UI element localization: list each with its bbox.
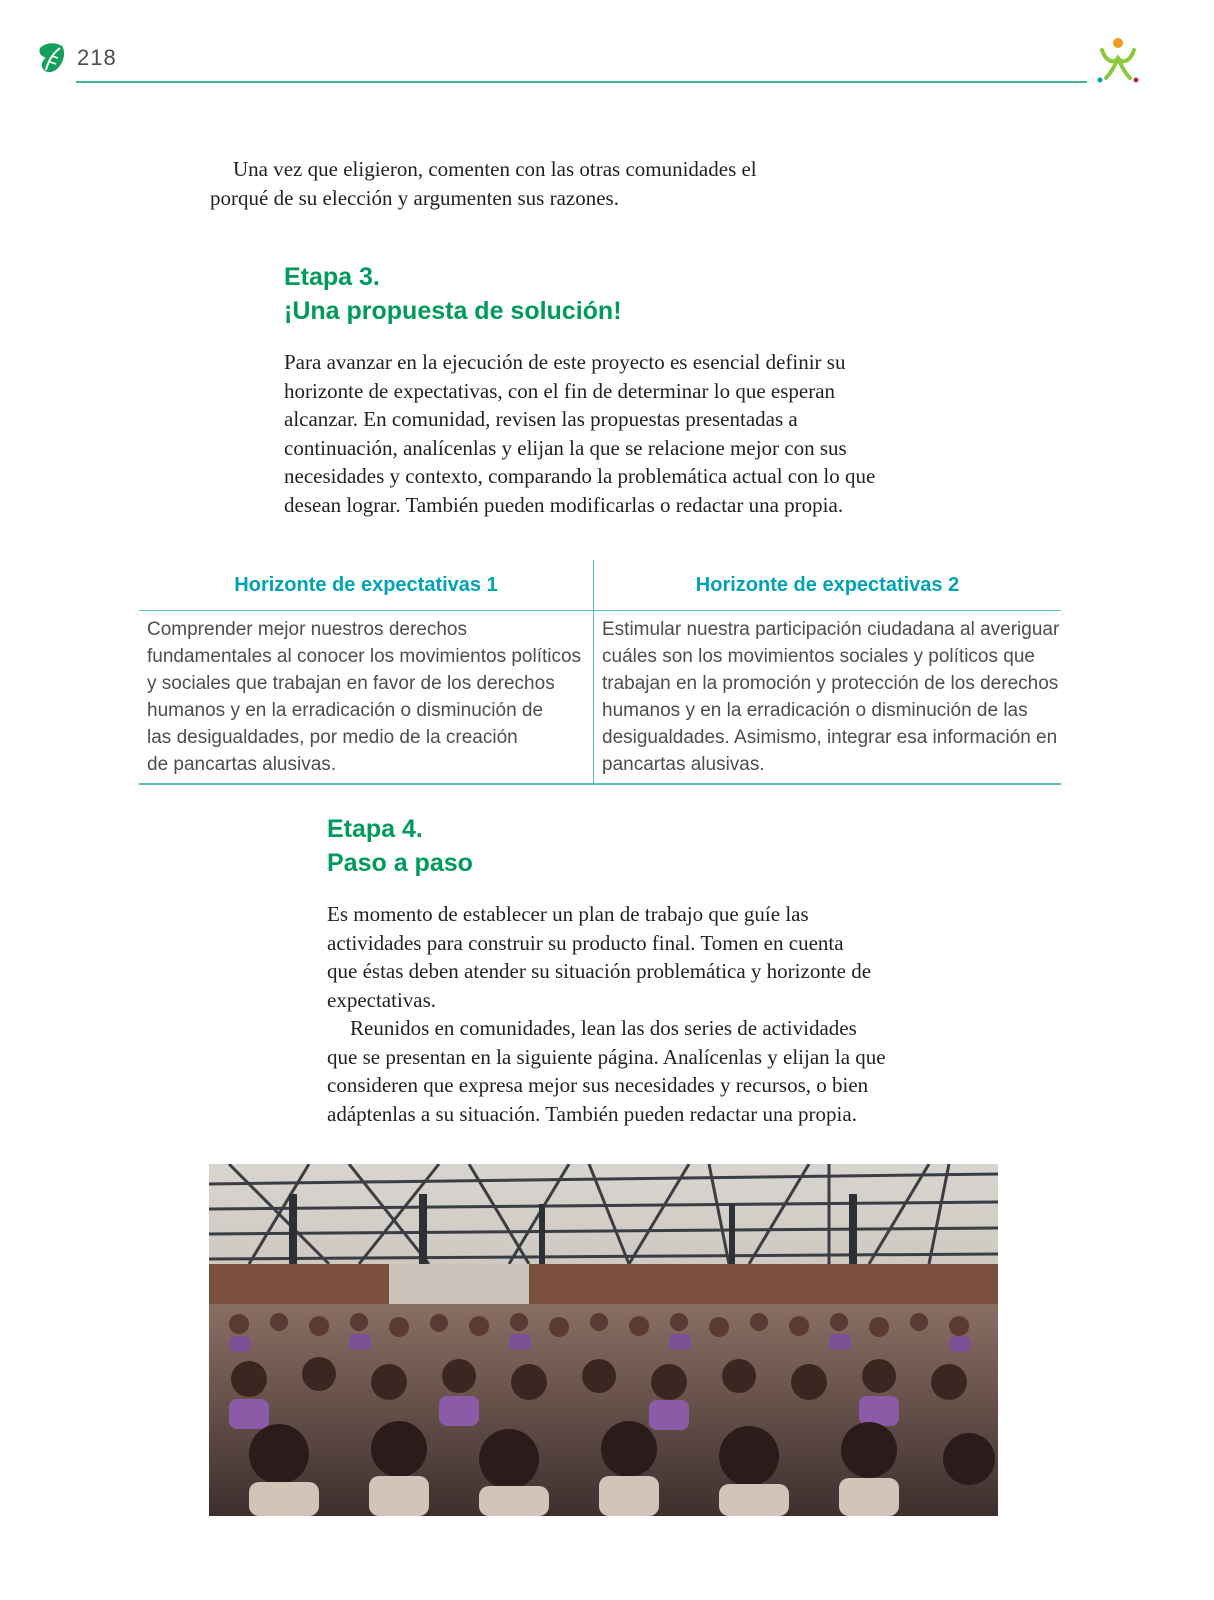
intro-paragraph	[210, 155, 850, 213]
intro-line: porqué de su elección y argumenten sus razones.	[210, 186, 619, 210]
table-bottom-rule	[139, 783, 1061, 785]
cell-line: Estimular nuestra participación ciudadana al averiguar	[602, 619, 1060, 640]
cell-line: y sociales que trabajan en favor de los derechos	[147, 673, 555, 694]
cell-line: de pancartas alusivas.	[147, 754, 337, 775]
cell-line: cuáles son los movimientos sociales y políticos que	[602, 646, 1035, 667]
paragraph-line: Reunidos en comunidades, lean las dos series de actividades	[350, 1016, 857, 1040]
table-header-2: Horizonte de expectativas 2	[695, 574, 960, 596]
paragraph-line: Para avanzar en la ejecución de este proyecto es esencial definir su	[284, 350, 846, 374]
paragraph-line: consideren que expresa mejor sus necesidades y recursos, o bien	[327, 1073, 869, 1097]
crowd-photo-illustration	[209, 1164, 998, 1516]
cell-line: pancartas alusivas.	[602, 754, 765, 775]
stage3-paragraph	[284, 348, 875, 519]
table-header-1: Horizonte de expectativas 1	[234, 574, 498, 596]
paragraph-line: desean lograr. También pueden modificarlas o redactar una propia.	[284, 492, 844, 517]
cell-line: trabajan en la promoción y protección de los derechos	[602, 673, 1059, 694]
paragraph-line: necesidades y contexto, comparando la problemática actual con lo que	[284, 464, 876, 488]
paragraph-line: actividades para construir su producto final. Tomen en cuenta	[327, 930, 844, 955]
cell-line: desigualdades. Asimismo, integrar esa información en	[602, 727, 1058, 748]
cell-line: fundamentales al conocer los movimientos políticos	[147, 646, 582, 667]
table-header-rule	[139, 610, 1061, 611]
stage3-heading: Etapa 3.	[284, 263, 380, 291]
cell-line: humanos y en la erradicación o disminución de las	[602, 700, 1028, 721]
stage3-subheading: ¡Una propuesta de solución!	[284, 297, 622, 325]
paragraph-line: continuación, analícenlas y elijan la que se relacione mejor con sus	[284, 435, 847, 460]
leaf-icon	[36, 40, 68, 76]
stage4-paragraph	[327, 900, 886, 1128]
cell-line: las desigualdades, por medio de la creación	[147, 727, 518, 748]
paragraph-line: horizonte de expectativas, con el fin de determinar lo que esperan	[284, 378, 836, 403]
brand-logo-icon	[1092, 34, 1144, 86]
expectations-table	[139, 560, 1061, 784]
paragraph-line: que se presentan en la siguiente página. Analícenlas y elijan la que	[327, 1044, 886, 1069]
table-cell-1	[147, 616, 587, 778]
paragraph-line: expectativas.	[327, 987, 437, 1012]
header-rule	[76, 81, 1087, 83]
paragraph-line: Es momento de establecer un plan de trabajo que guíe las	[327, 902, 809, 926]
intro-line: Una vez que eligieron, comenten con las otras comunidades el	[233, 157, 757, 181]
crowd-photo	[209, 1164, 998, 1516]
stage4-heading: Etapa 4.	[327, 815, 423, 843]
paragraph-line: que éstas deben atender su situación problemática y horizonte de	[327, 959, 872, 983]
cell-line: Comprender mejor nuestros derechos	[147, 619, 467, 640]
table-cell-2	[602, 616, 1060, 778]
stage4-subheading: Paso a paso	[327, 849, 473, 877]
paragraph-line: alcanzar. En comunidad, revisen las propuestas presentadas a	[284, 407, 798, 431]
cell-line: humanos y en la erradicación o disminución de	[147, 700, 544, 721]
paragraph-line: adáptenlas a su situación. También pueden redactar una propia.	[327, 1101, 857, 1126]
page-number: 218	[77, 45, 117, 70]
